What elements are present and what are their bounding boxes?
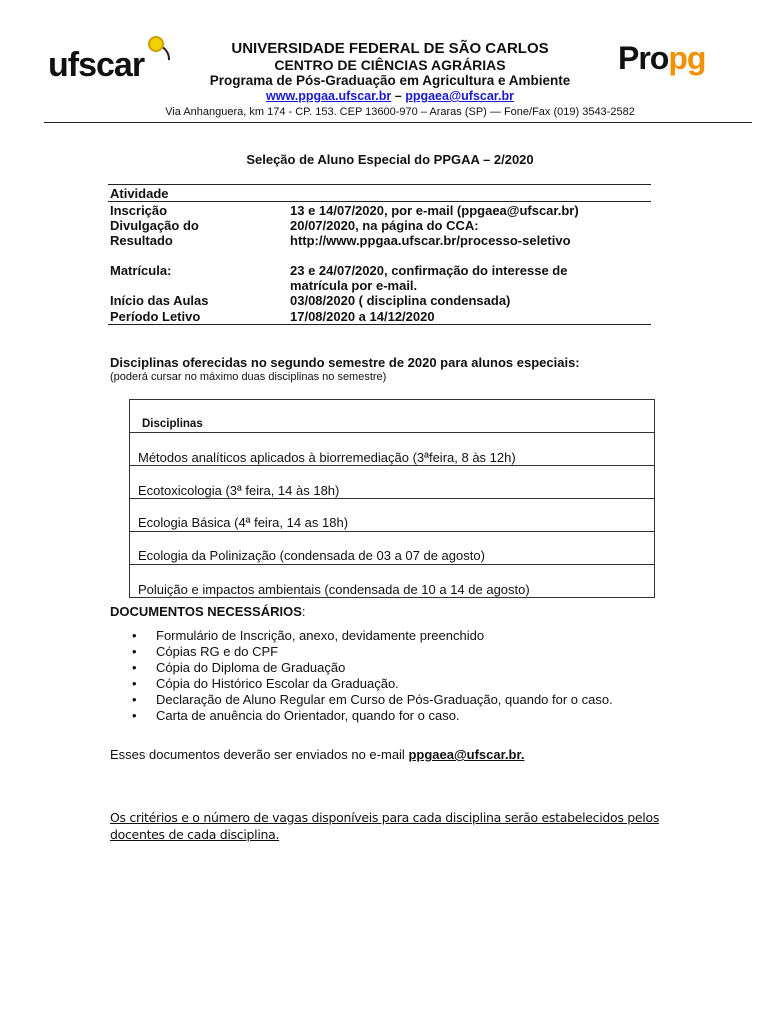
bullet-icon: •: [132, 676, 137, 691]
schedule-detail: http://www.ppgaa.ufscar.br/processo-seletivo: [290, 233, 571, 248]
document-item: Declaração de Aluno Regular em Curso de Pós-Graduação, quando for o caso.: [156, 692, 613, 707]
disciplines-table: [129, 399, 655, 598]
table-row: [130, 498, 654, 530]
list-item: [132, 708, 613, 724]
center-name: CENTRO DE CIÊNCIAS AGRÁRIAS: [274, 57, 506, 73]
schedule-activity: Divulgação do: [110, 218, 199, 233]
university-name: UNIVERSIDADE FEDERAL DE SÃO CARLOS: [231, 40, 549, 57]
email-link[interactable]: ppgaea@ufscar.br: [405, 89, 514, 103]
list-item: [132, 660, 613, 676]
bullet-icon: •: [132, 644, 137, 659]
schedule-detail: 20/07/2020, na página do CCA:: [290, 218, 479, 233]
discipline-item: Ecotoxicologia (3ª feira, 14 às 18h): [138, 483, 340, 498]
table-rule-top: [108, 184, 651, 185]
bullet-icon: •: [132, 660, 137, 675]
schedule-activity: Início das Aulas: [110, 293, 209, 308]
send-note-email-link[interactable]: ppgaea@ufscar.br.: [408, 747, 525, 762]
table-rule-bottom: [108, 324, 651, 325]
propg-logo-pro: Pro: [618, 40, 669, 76]
document-item: Cópias RG e do CPF: [156, 644, 279, 659]
contact-separator: –: [394, 89, 402, 103]
documents-title: [110, 604, 306, 619]
documents-list: [132, 628, 613, 724]
schedule-activity: Inscrição: [110, 203, 168, 218]
bullet-icon: •: [132, 708, 137, 723]
schedule-header: Atividade: [110, 186, 169, 201]
schedule-detail: 17/08/2020 a 14/12/2020: [290, 309, 435, 324]
send-note: [110, 747, 524, 762]
list-item: [132, 692, 613, 708]
header-divider: [44, 122, 752, 123]
send-note-text: Esses documentos deverão ser enviados no e-mail: [110, 747, 409, 762]
list-item: [132, 676, 613, 692]
document-item: Formulário de Inscrição, anexo, devidamente preenchido: [156, 628, 485, 643]
documents-title-text: DOCUMENTOS NECESSÁRIOS: [110, 604, 302, 619]
program-name: Programa de Pós-Graduação em Agricultura e Ambiente: [209, 73, 571, 88]
ufscar-logo-text: ufscar: [48, 46, 145, 84]
table-rule-header: [108, 201, 651, 202]
schedule-activity: Resultado: [110, 233, 173, 248]
document-item: Cópia do Diploma de Graduação: [156, 660, 346, 675]
bullet-icon: •: [132, 692, 137, 707]
disciplines-header: Disciplinas: [142, 418, 203, 430]
table-row: [130, 531, 654, 563]
discipline-item: Métodos analíticos aplicados à biorremediação (3ªfeira, 8 às 12h): [138, 450, 516, 465]
list-item: [132, 628, 613, 644]
disciplines-title: Disciplinas oferecidas no segundo semestre de 2020 para alunos especiais:: [110, 355, 580, 370]
criteria-note: Os critérios e o número de vagas disponíveis para cada disciplina serão estabelecidos pelos docentes de cada disciplina.: [110, 810, 660, 842]
contact-links: [130, 89, 650, 103]
schedule-detail: matrícula por e-mail.: [290, 278, 418, 293]
table-row: [130, 564, 654, 597]
discipline-item: Poluição e impactos ambientais (condensada de 10 a 14 de agosto): [138, 582, 530, 597]
schedule-detail: 13 e 14/07/2020, por e-mail (ppgaea@ufscar.br): [290, 203, 579, 218]
schedule-activity: Período Letivo: [110, 309, 201, 324]
table-row: [130, 432, 654, 465]
schedule-detail: 03/08/2020 ( disciplina condensada): [290, 293, 511, 308]
list-item: [132, 644, 613, 660]
address-line: Via Anhanguera, km 174 - CP. 153. CEP 13600-970 – Araras (SP) — Fone/Fax (019) 3543-2582: [165, 106, 635, 118]
table-row: [130, 465, 654, 498]
documents-title-suffix: :: [301, 604, 306, 619]
document-item: Cópia do Histórico Escolar da Graduação.: [156, 676, 399, 691]
schedule-detail: 23 e 24/07/2020, confirmação do interesse de: [290, 263, 568, 278]
website-link[interactable]: www.ppgaa.ufscar.br: [266, 89, 392, 103]
page-title: Seleção de Aluno Especial do PPGAA – 2/2020: [246, 152, 534, 167]
document-item: Carta de anuência do Orientador, quando for o caso.: [156, 708, 460, 723]
discipline-item: Ecologia da Polinização (condensada de 03 a 07 de agosto): [138, 548, 485, 563]
schedule-activity: Matrícula:: [110, 263, 172, 278]
discipline-item: Ecologia Básica (4ª feira, 14 as 18h): [138, 515, 349, 530]
bullet-icon: •: [132, 628, 137, 643]
propg-logo-pg: pg: [668, 40, 706, 76]
disciplines-subtitle: (poderá cursar no máximo duas disciplinas no semestre): [110, 371, 387, 383]
